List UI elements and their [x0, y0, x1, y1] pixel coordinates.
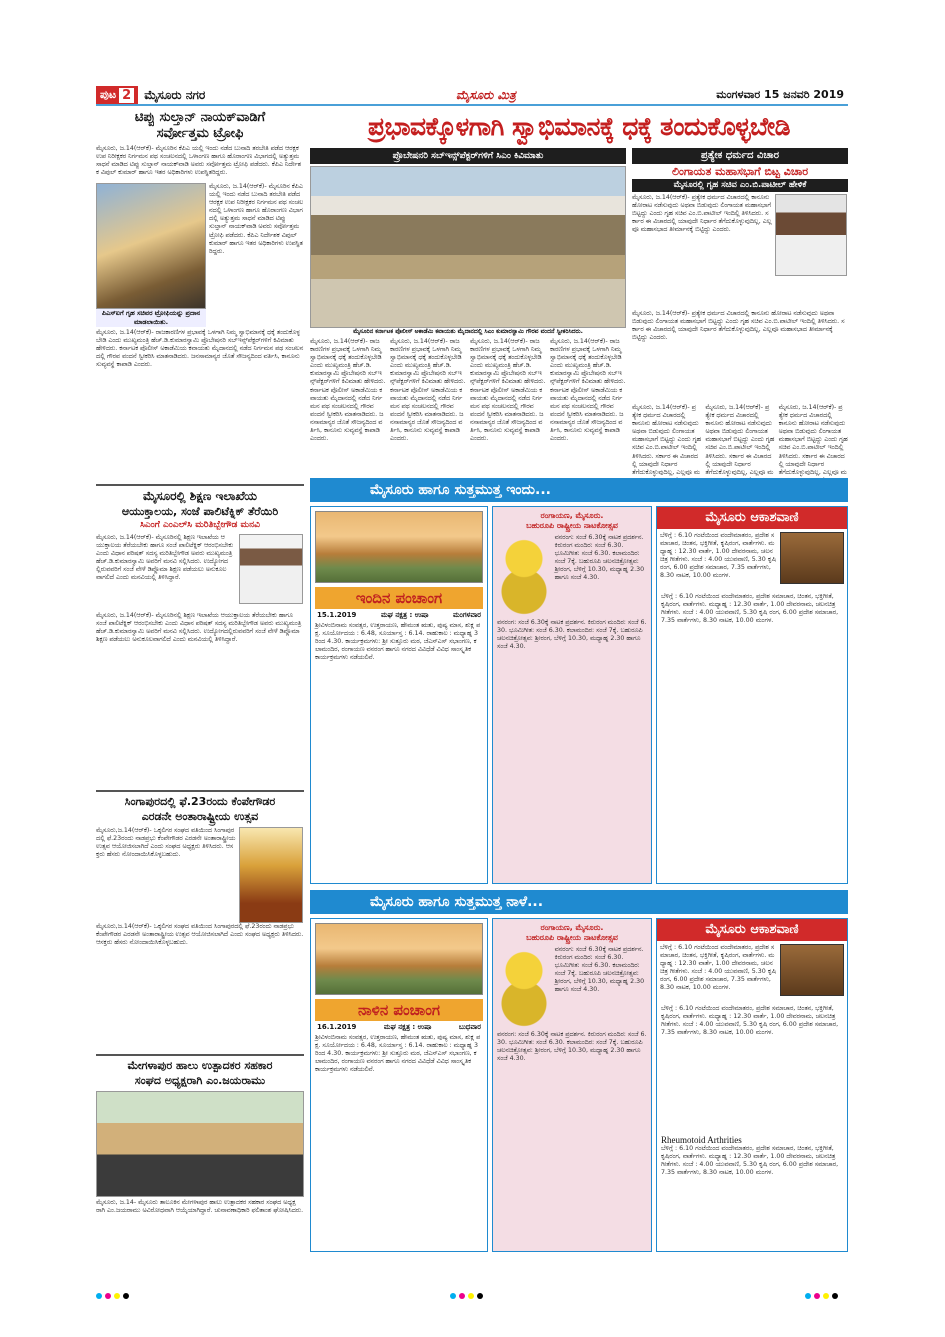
milk-headline-2: ಸಂಘದ ಅಧ್ಯಕ್ಷರಾಗಿ ಎಂ.ಜಯರಾಮು — [134, 1074, 266, 1087]
tomorrow-theatre-text: ವನರಂಗ: ಸಂಜೆ 6.30ಕ್ಕೆ ನಾಟಕ ಪ್ರದರ್ಶನ. ಕಿರುರಂಗ ಮಂದಿರ: ಸಂಜೆ 6.30. ಭೂಮಿಗೀತ: ಸಂಜೆ 6.30. ಕಲಾಮಂದಿರ: ಸಂಜೆ 7ಕ್ಕೆ. ಬಹುರೂಪಿ ಚಲನಚಿತ್ರೋತ್ಸವ: ಶ್ರೀರಂಗ, ಬೆಳಿಗ್ಗೆ 10.30, ಮಧ್ಯಾಹ್ನ 2.30 ಹಾಗೂ ಸಂಜೆ 4.30. — [554, 946, 645, 994]
lingayat-headline: ಲಿಂಗಾಯತ ಮಹಾಸಭಾಗೆ ಬಿಟ್ಟ ವಿಚಾರ — [671, 165, 809, 178]
lingayat-continued — [632, 404, 848, 476]
today-radio-box — [656, 506, 848, 884]
print-registration-marks-left — [96, 1293, 129, 1299]
education-headline: ಮೈಸೂರಲ್ಲಿ ಶಿಕ್ಷಣ ಇಲಾಖೆಯ — [142, 489, 258, 503]
lead-subhead: ಪ್ರೊಬೇಷನರಿ ಸಬ್‌ಇನ್ಸ್‌ಪೆಕ್ಟರ್‌ಗಳಿಗೆ ಸಿಎಂ ಕಿವಿಮಾತು — [310, 148, 626, 164]
milk-society-photo — [96, 1091, 304, 1197]
today-theatre-box — [492, 506, 652, 884]
lingayat-body-2: ಮೈಸೂರು, ಜ.14(ಆರ್‌ಕೆ)- ಪ್ರತ್ಯೇಕ ಧರ್ಮದ ವಿಚಾರದಲ್ಲಿ ಕಾನೂನು ಹೋರಾಟ ನಡೆಸುವುದು ಅಥವಾ ಬಿಡುವುದು ಲಿಂಗಾಯತ ಮಹಾಸಭಾಗೆ ಬಿಟ್ಟದ್ದು ಎಂದು ಗೃಹ ಸಚಿವ ಎಂ.ಬಿ.ಪಾಟೀಲ್ ಇಂದಿಲ್ಲಿ ತಿಳಿಸಿದರು. ಸರ್ಕಾರ ಈ ವಿಚಾರದಲ್ಲಿ ಯಾವುದೇ ನಿರ್ಧಾರ ತೆಗೆದುಕೊಳ್ಳುವುದಿಲ್ಲ, ಎಲ್ಲವೂ ಮಹಾಸಭಾದ ತೀರ್ಮಾನಕ್ಕೆ ಬಿಟ್ಟಿದ್ದು ಎಂದರು. — [632, 310, 845, 342]
mysore-palace-image-2 — [315, 923, 483, 995]
tippu-headline-2: ಸರ್ವೋತ್ತಮ ಟ್ರೋಫಿ — [156, 126, 244, 141]
tomorrow-panchanga-day: ಬುಧವಾರ — [458, 1023, 481, 1031]
tippu-body-2: ಮೈಸೂರು, ಜ.14(ಆರ್‌ಕೆ)- ಮೈಸೂರಿನ ಕೆಪಿಎ ಯಲ್ಲಿ ಇಂದು ನಡೆದ ಬುನಾದಿ ತರಬೇತಿ ಪಡೆದ ಆರಕ್ಷಕ ಉಪ ನಿರೀಕ್ಷಕರ ನಿರ್ಗಮನ ಪಥ ಸಂಚಲನದಲ್ಲಿ ಒಳಾಂಗಣ ಹಾಗೂ ಹೊರಾಂಗಣ ವಿಭಾಗದಲ್ಲಿ ಅತ್ಯುತ್ತಮ ಸಾಧನೆ ಮಾಡಿದ ಟಿಪ್ಪು ಸುಲ್ತಾನ್ ನಾಯಕ್‌ವಾಡಿ ಅವರು ಸರ್ವೋತ್ತಮ ಟ್ರೋಫಿ ಪಡೆದರು. ಕೆಪಿಎ ನಿರ್ದೇಶಕ ವಿಪುಲ್ ಕುಮಾರ್ ಹಾಗೂ ಇತರ ಅಧಿಕಾರಿಗಳು ಉಪಸ್ಥಿತರಿದ್ದರು. — [209, 183, 304, 255]
radio-set-image — [780, 532, 844, 584]
education-body-2: ಮೈಸೂರು, ಜ.14(ಆರ್‌ಕೆ)- ಮೈಸೂರಿನಲ್ಲಿ ಶಿಕ್ಷಣ ಇಲಾಖೆಯ ಆಯುಕ್ತಾಲಯ ತೆರೆಯಬೇಕು ಹಾಗೂ ಸಂಜೆ ಪಾಲಿಟೆಕ್ನಿಕ್ ಆರಂಭಿಸಬೇಕು ಎಂದು ವಿಧಾನ ಪರಿಷತ್ ಸದಸ್ಯ ಮರಿತಿಬ್ಬೇಗೌಡ ಅವರು ಮುಖ್ಯಮಂತ್ರಿ ಹೆಚ್.ಡಿ.ಕುಮಾರಸ್ವಾಮಿ ಅವರಿಗೆ ಮನವಿ ಸಲ್ಲಿಸಿದರು. ಉದ್ಯೋಗದಲ್ಲಿರುವವರಿಗೆ ಸಂಜೆ ವೇಳೆ ಡಿಪ್ಲೊಮಾ ಶಿಕ್ಷಣ ಪಡೆಯಲು ಅನುಕೂಲವಾಗಲಿದೆ ಎಂದು ಮನವಿಯಲ್ಲಿ ತಿಳಿಸಿದ್ದಾರೆ. — [96, 612, 302, 644]
mlc-portrait — [239, 534, 303, 604]
tomorrow-radio-text-3: ಬೆಳಿಗ್ಗೆ : 6.10 ಗಂಟೆಯಿಂದ ವಂದೇಮಾತರಂ, ಪ್ರದೇಶ ಸಮಾಚಾರ, ಚಿಂತನ, ಭಕ್ತಿಗೀತೆ, ಕೃಷಿರಂಗ, ವಾರ್ತೆಗಳು. ಮಧ್ಯಾಹ್ನ : 12.30 ವಾರ್ತೆ, 1.00 ದೇವರನಾಮ, ಚಲನಚಿತ್ರ ಗೀತೆಗಳು. ಸಂಜೆ : 4.00 ಯುವವಾಣಿ, 5.30 ಕೃಷಿ ರಂಗ, 6.00 ಪ್ರದೇಶ ಸಮಾಚಾರ, 7.35 ವಾರ್ತೆಗಳು, 8.30 ನಾಟಕ, 10.00 ಮಂಗಳ. — [661, 1145, 839, 1177]
paper-name: ಮೈಸೂರು ಮಿತ್ರ — [456, 87, 516, 102]
lingayat-kicker: ಪ್ರತ್ಯೇಕ ಧರ್ಮದ ವಿಚಾರ — [632, 148, 848, 164]
tomorrow-panchanga-text: ಶ್ರೀವಿಳಂಬಿನಾಮ ಸಂವತ್ಸರ, ಉತ್ತರಾಯಣ, ಹೇಮಂತ ಋತು, ಪುಷ್ಯ ಮಾಸ, ಶುಕ್ಲ ಪಕ್ಷ. ಸೂರ್ಯೋದಯ : 6.48, ಸೂರ್ಯಾಸ್ತ : 6.14. ರಾಹುಕಾಲ : ಮಧ್ಯಾಹ್ನ 3 ರಿಂದ 4.30. ಕಾರ್ಯಕ್ರಮಗಳು: ಶ್ರೀ ಸುತ್ತೂರು ಮಠ, ಜೆಎಸ್‌ಎಸ್ ಸಭಾಂಗಣ, ಕಲಾಮಂದಿರ, ರಂಗಾಯಣ ವನರಂಗ ಹಾಗೂ ನಗರದ ವಿವಿಧೆಡೆ ವಿವಿಧ ಸಾಂಸ್ಕೃತಿಕ ಕಾರ್ಯಕ್ರಮಗಳು ನಡೆಯಲಿವೆ. — [315, 1034, 481, 1074]
today-radio-text-2: ಬೆಳಿಗ್ಗೆ : 6.10 ಗಂಟೆಯಿಂದ ವಂದೇಮಾತರಂ, ಪ್ರದೇಶ ಸಮಾಚಾರ, ಚಿಂತನ, ಭಕ್ತಿಗೀತೆ, ಕೃಷಿರಂಗ, ವಾರ್ತೆಗಳು. ಮಧ್ಯಾಹ್ನ : 12.30 ವಾರ್ತೆ, 1.00 ದೇವರನಾಮ, ಚಲನಚಿತ್ರ ಗೀತೆಗಳು. ಸಂಜೆ : 4.00 ಯುವವಾಣಿ, 5.30 ಕೃಷಿ ರಂಗ, 6.00 ಪ್ರದೇಶ ಸಮಾಚಾರ, 7.35 ವಾರ್ತೆಗಳು, 8.30 ನಾಟಕ, 10.00 ಮಂಗಳ. — [661, 593, 839, 625]
lingayat-story — [632, 148, 848, 382]
lead-parade-photo — [310, 166, 626, 328]
tomorrow-nakshatra: ಮಘ ನಕ್ಷತ್ರ : ಉಷಾ — [383, 1023, 432, 1031]
tomorrow-radio-text-2: ಬೆಳಿಗ್ಗೆ : 6.10 ಗಂಟೆಯಿಂದ ವಂದೇಮಾತರಂ, ಪ್ರದೇಶ ಸಮಾಚಾರ, ಚಿಂತನ, ಭಕ್ತಿಗೀತೆ, ಕೃಷಿರಂಗ, ವಾರ್ತೆಗಳು. ಮಧ್ಯಾಹ್ನ : 12.30 ವಾರ್ತೆ, 1.00 ದೇವರನಾಮ, ಚಲನಚಿತ್ರ ಗೀತೆಗಳು. ಸಂಜೆ : 4.00 ಯುವವಾಣಿ, 5.30 ಕೃಷಿ ರಂಗ, 6.00 ಪ್ರದೇಶ ಸಮಾಚಾರ, 7.35 ವಾರ್ತೆಗಳು, 8.30 ನಾಟಕ, 10.00 ಮಂಗಳ. — [661, 1005, 839, 1037]
kempegowda-body: ಮೈಸೂರು,ಜ.14(ಆರ್‌ಕೆ)- ಒಕ್ಕಲಿಗರ ಸಂಘದ ವತಿಯಿಂದ ಸಿಂಗಾಪುರದಲ್ಲಿ ಫೆ.23ರಂದು ನಾಡಪ್ರಭು ಕೆಂಪೇಗೌಡರ ಎರಡನೇ ಅಂತಾರಾಷ್ಟ್ರೀಯ ಉತ್ಸವ ಆಯೋಜಿಸಲಾಗಿದೆ ಎಂದು ಸಂಘದ ಅಧ್ಯಕ್ಷರು ತಿಳಿಸಿದರು. ಆಸಕ್ತರು ಹೆಸರು ನೋಂದಾಯಿಸಿಕೊಳ್ಳಬಹುದು. — [96, 827, 236, 859]
issue-date: ಮಂಗಳವಾರ 15 ಜನವರಿ 2019 — [716, 88, 844, 101]
print-registration-marks-right — [805, 1293, 838, 1299]
lead-body-col2: ಮೈಸೂರು, ಜ.14(ಆರ್‌ಕೆ)- ರಾಜಕಾರಣಿಗಳ ಪ್ರಭಾವಕ್ಕೆ ಒಳಗಾಗಿ ನಿಮ್ಮ ಸ್ವಾಭಿಮಾನಕ್ಕೆ ಧಕ್ಕೆ ತಂದುಕೊಳ್ಳಬೇಡಿ ಎಂದು ಮುಖ್ಯಮಂತ್ರಿ ಹೆಚ್.ಡಿ.ಕುಮಾರಸ್ವಾಮಿ ಪ್ರೊಬೇಷನರಿ ಸಬ್‌ಇನ್ಸ್‌ಪೆಕ್ಟರ್‌ಗಳಿಗೆ ಕಿವಿಮಾತು ಹೇಳಿದರು. ಕರ್ನಾಟಕ ಪೊಲೀಸ್ ಅಕಾಡೆಮಿಯ ಕವಾಯತು ಮೈದಾನದಲ್ಲಿ ನಡೆದ ನಿರ್ಗಮನ ಪಥ ಸಂಚಲನದಲ್ಲಿ ಗೌರವ ವಂದನೆ ಸ್ವೀಕರಿಸಿ ಮಾತನಾಡಿದರು. ಜನಸಾಮಾನ್ಯರ ಜೊತೆ ಸೌಜನ್ಯದಿಂದ ವರ್ತಿಸಿ, ಕಾನೂನು ಸುವ್ಯವಸ್ಥೆ ಕಾಪಾಡಿ ಎಂದರು. — [390, 338, 466, 443]
radio-note-english: Rheumotoid Arthrities — [661, 1135, 742, 1145]
tippu-caption: ಪಿಎಸ್‌ಐಗೆ ಗೃಹ ಸಚಿವರ ಟ್ರೋಫಿಯನ್ನು ಪ್ರದಾನ ಮಾಡಲಾಯಿತು. — [96, 309, 206, 327]
minister-portrait — [775, 194, 847, 276]
education-body: ಮೈಸೂರು, ಜ.14(ಆರ್‌ಕೆ)- ಮೈಸೂರಿನಲ್ಲಿ ಶಿಕ್ಷಣ ಇಲಾಖೆಯ ಆಯುಕ್ತಾಲಯ ತೆರೆಯಬೇಕು ಹಾಗೂ ಸಂಜೆ ಪಾಲಿಟೆಕ್ನಿಕ್ ಆರಂಭಿಸಬೇಕು ಎಂದು ವಿಧಾನ ಪರಿಷತ್ ಸದಸ್ಯ ಮರಿತಿಬ್ಬೇಗೌಡ ಅವರು ಮುಖ್ಯಮಂತ್ರಿ ಹೆಚ್.ಡಿ.ಕುಮಾರಸ್ವಾಮಿ ಅವರಿಗೆ ಮನವಿ ಸಲ್ಲಿಸಿದರು. ಉದ್ಯೋಗದಲ್ಲಿರುವವರಿಗೆ ಸಂಜೆ ವೇಳೆ ಡಿಪ್ಲೊಮಾ ಶಿಕ್ಷಣ ಪಡೆಯಲು ಅನುಕೂಲವಾಗಲಿದೆ ಎಂದು ಮನವಿಯಲ್ಲಿ ತಿಳಿಸಿದ್ದಾರೆ. — [96, 534, 234, 582]
lead-body-col1: ಮೈಸೂರು, ಜ.14(ಆರ್‌ಕೆ)- ರಾಜಕಾರಣಿಗಳ ಪ್ರಭಾವಕ್ಕೆ ಒಳಗಾಗಿ ನಿಮ್ಮ ಸ್ವಾಭಿಮಾನಕ್ಕೆ ಧಕ್ಕೆ ತಂದುಕೊಳ್ಳಬೇಡಿ ಎಂದು ಮುಖ್ಯಮಂತ್ರಿ ಹೆಚ್.ಡಿ.ಕುಮಾರಸ್ವಾಮಿ ಪ್ರೊಬೇಷನರಿ ಸಬ್‌ಇನ್ಸ್‌ಪೆಕ್ಟರ್‌ಗಳಿಗೆ ಕಿವಿಮಾತು ಹೇಳಿದರು. ಕರ್ನಾಟಕ ಪೊಲೀಸ್ ಅಕಾಡೆಮಿಯ ಕವಾಯತು ಮೈದಾನದಲ್ಲಿ ನಡೆದ ನಿರ್ಗಮನ ಪಥ ಸಂಚಲನದಲ್ಲಿ ಗೌರವ ವಂದನೆ ಸ್ವೀಕರಿಸಿ ಮಾತನಾಡಿದರು. ಜನಸಾಮಾನ್ಯರ ಜೊತೆ ಸೌಜನ್ಯದಿಂದ ವರ್ತಿಸಿ, ಕಾನೂನು ಸುವ್ಯವಸ್ಥೆ ಕಾಪಾಡಿ ಎಂದರು. — [310, 338, 386, 443]
today-panchanga-day: ಮಂಗಳವಾರ — [452, 611, 481, 619]
today-banner: ಮೈಸೂರು ಹಾಗೂ ಸುತ್ತಮುತ್ತ ಇಂದು... — [310, 478, 848, 502]
kempegowda-headline: ಸಿಂಗಾಪುರದಲ್ಲಿ ಫೆ.23ರಂದು ಕೆಂಪೇಗೌಡರ — [124, 795, 276, 808]
lingayat-subhead: ಮೈಸೂರಲ್ಲಿ ಗೃಹ ಸಚಿವ ಎಂ.ಬಿ.ಪಾಟೀಲ್ ಹೇಳಿಕೆ — [632, 179, 848, 192]
tomorrow-theatre-title: ರಂಗಾಯಣ, ಮೈಸೂರು. — [540, 923, 604, 932]
lingayat-col3: ಮೈಸೂರು, ಜ.14(ಆರ್‌ಕೆ)- ಪ್ರತ್ಯೇಕ ಧರ್ಮದ ವಿಚಾರದಲ್ಲಿ ಕಾನೂನು ಹೋರಾಟ ನಡೆಸುವುದು ಅಥವಾ ಬಿಡುವುದು ಲಿಂಗಾಯತ ಮಹಾಸಭಾಗೆ ಬಿಟ್ಟದ್ದು ಎಂದು ಗೃಹ ಸಚಿವ ಎಂ.ಬಿ.ಪಾಟೀಲ್ ಇಂದಿಲ್ಲಿ ತಿಳಿಸಿದರು. ಸರ್ಕಾರ ಈ ವಿಚಾರದಲ್ಲಿ ಯಾವುದೇ ನಿರ್ಧಾರ ತೆಗೆದುಕೊಳ್ಳುವುದಿಲ್ಲ, ಎಲ್ಲವೂ ಮ — [778, 404, 848, 476]
tomorrow-banner: ಮೈಸೂರು ಹಾಗೂ ಸುತ್ತಮುತ್ತ ನಾಳೆ... — [310, 890, 848, 914]
kempegowda-headline-2: ಎರಡನೇ ಅಂತಾರಾಷ್ಟ್ರೀಯ ಉತ್ಸವ — [141, 810, 259, 823]
today-radio-title: ಮೈಸೂರು ಆಕಾಶವಾಣಿ — [657, 507, 847, 529]
tomorrow-panchanga-date: 16.1.2019 — [317, 1023, 357, 1031]
lead-headline: ಪ್ರಭಾವಕ್ಕೊಳಗಾಗಿ ಸ್ವಾಭಿಮಾನಕ್ಕೆ ಧಕ್ಕೆ ತಂದುಕೊಳ್ಳಬೇಡಿ — [368, 112, 790, 141]
tomorrow-panchanga-title: ನಾಳಿನ ಪಂಚಾಂಗ — [315, 999, 483, 1021]
newspaper-page — [96, 86, 848, 1256]
education-story — [96, 484, 304, 788]
tippu-story — [96, 110, 304, 459]
tippu-body-3: ಮೈಸೂರು, ಜ.14(ಆರ್‌ಕೆ)- ರಾಜಕಾರಣಿಗಳ ಪ್ರಭಾವಕ್ಕೆ ಒಳಗಾಗಿ ನಿಮ್ಮ ಸ್ವಾಭಿಮಾನಕ್ಕೆ ಧಕ್ಕೆ ತಂದುಕೊಳ್ಳಬೇಡಿ ಎಂದು ಮುಖ್ಯಮಂತ್ರಿ ಹೆಚ್.ಡಿ.ಕುಮಾರಸ್ವಾಮಿ ಪ್ರೊಬೇಷನರಿ ಸಬ್‌ಇನ್ಸ್‌ಪೆಕ್ಟರ್‌ಗಳಿಗೆ ಕಿವಿಮಾತು ಹೇಳಿದರು. ಕರ್ನಾಟಕ ಪೊಲೀಸ್ ಅಕಾಡೆಮಿಯ ಕವಾಯತು ಮೈದಾನದಲ್ಲಿ ನಡೆದ ನಿರ್ಗಮನ ಪಥ ಸಂಚಲನದಲ್ಲಿ ಗೌರವ ವಂದನೆ ಸ್ವೀಕರಿಸಿ ಮಾತನಾಡಿದರು. ಜನಸಾಮಾನ್ಯರ ಜೊತೆ ಸೌಜನ್ಯದಿಂದ ವರ್ತಿಸಿ, ಕಾನೂನು ಸುವ್ಯವಸ್ಥೆ ಕಾಪಾಡಿ ಎಂದರು. — [96, 329, 304, 369]
today-theatre-title: ರಂಗಾಯಣ, ಮೈಸೂರು. — [540, 511, 604, 520]
section-title: ಮೈಸೂರು ನಗರ — [144, 87, 206, 102]
tomorrow-theatre-text-2: ವನರಂಗ: ಸಂಜೆ 6.30ಕ್ಕೆ ನಾಟಕ ಪ್ರದರ್ಶನ. ಕಿರುರಂಗ ಮಂದಿರ: ಸಂಜೆ 6.30. ಭೂಮಿಗೀತ: ಸಂಜೆ 6.30. ಕಲಾಮಂದಿರ: ಸಂಜೆ 7ಕ್ಕೆ. ಬಹುರೂಪಿ ಚಲನಚಿತ್ರೋತ್ಸವ: ಶ್ರೀರಂಗ, ಬೆಳಿಗ್ಗೆ 10.30, ಮಧ್ಯಾಹ್ನ 2.30 ಹಾಗೂ ಸಂಜೆ 4.30. — [497, 1031, 647, 1063]
tomorrow-radio-box — [656, 918, 848, 1252]
lead-caption: ಮೈಸೂರಿನ ಕರ್ನಾಟಕ ಪೊಲೀಸ್ ಅಕಾಡೆಮಿ ಕವಾಯತು ಮೈದಾನದಲ್ಲಿ ಸಿಎಂ ಕುಮಾರಸ್ವಾಮಿ ಗೌರವ ವಂದನೆ ಸ್ವೀಕರಿಸಿದರು. — [310, 328, 626, 336]
kempegowda-statue-image — [239, 827, 303, 923]
page-header — [96, 86, 848, 106]
tippu-body: ಮೈಸೂರು, ಜ.14(ಆರ್‌ಕೆ)- ಮೈಸೂರಿನ ಕೆಪಿಎ ಯಲ್ಲಿ ಇಂದು ನಡೆದ ಬುನಾದಿ ತರಬೇತಿ ಪಡೆದ ಆರಕ್ಷಕ ಉಪ ನಿರೀಕ್ಷಕರ ನಿರ್ಗಮನ ಪಥ ಸಂಚಲನದಲ್ಲಿ ಒಳಾಂಗಣ ಹಾಗೂ ಹೊರಾಂಗಣ ವಿಭಾಗದಲ್ಲಿ ಅತ್ಯುತ್ತಮ ಸಾಧನೆ ಮಾಡಿದ ಟಿಪ್ಪು ಸುಲ್ತಾನ್ ನಾಯಕ್‌ವಾಡಿ ಅವರು ಸರ್ವೋತ್ತಮ ಟ್ರೋಫಿ ಪಡೆದರು. ಕೆಪಿಎ ನಿರ್ದೇಶಕ ವಿಪುಲ್ ಕುಮಾರ್ ಹಾಗೂ ಇತರ ಅಧಿಕಾರಿಗಳು ಉಪಸ್ಥಿತರಿದ್ದರು. — [96, 145, 302, 177]
lingayat-col1: ಮೈಸೂರು, ಜ.14(ಆರ್‌ಕೆ)- ಪ್ರತ್ಯೇಕ ಧರ್ಮದ ವಿಚಾರದಲ್ಲಿ ಕಾನೂನು ಹೋರಾಟ ನಡೆಸುವುದು ಅಥವಾ ಬಿಡುವುದು ಲಿಂಗಾಯತ ಮಹಾಸಭಾಗೆ ಬಿಟ್ಟದ್ದು ಎಂದು ಗೃಹ ಸಚಿವ ಎಂ.ಬಿ.ಪಾಟೀಲ್ ಇಂದಿಲ್ಲಿ ತಿಳಿಸಿದರು. ಸರ್ಕಾರ ಈ ವಿಚಾರದಲ್ಲಿ ಯಾವುದೇ ನಿರ್ಧಾರ ತೆಗೆದುಕೊಳ್ಳುವುದಿಲ್ಲ, ಎಲ್ಲವೂ ಮ — [632, 404, 701, 476]
tomorrow-radio-title: ಮೈಸೂರು ಆಕಾಶವಾಣಿ — [657, 919, 847, 941]
tomorrow-theatre-box — [492, 918, 652, 1252]
lingayat-body: ಮೈಸೂರು, ಜ.14(ಆರ್‌ಕೆ)- ಪ್ರತ್ಯೇಕ ಧರ್ಮದ ವಿಚಾರದಲ್ಲಿ ಕಾನೂನು ಹೋರಾಟ ನಡೆಸುವುದು ಅಥವಾ ಬಿಡುವುದು ಲಿಂಗಾಯತ ಮಹಾಸಭಾಗೆ ಬಿಟ್ಟದ್ದು ಎಂದು ಗೃಹ ಸಚಿವ ಎಂ.ಬಿ.ಪಾಟೀಲ್ ಇಂದಿಲ್ಲಿ ತಿಳಿಸಿದರು. ಸರ್ಕಾರ ಈ ವಿಚಾರದಲ್ಲಿ ಯಾವುದೇ ನಿರ್ಧಾರ ತೆಗೆದುಕೊಳ್ಳುವುದಿಲ್ಲ, ಎಲ್ಲವೂ ಮಹಾಸಭಾದ ತೀರ್ಮಾನಕ್ಕೆ ಬಿಟ್ಟಿದ್ದು ಎಂದರು. — [632, 194, 772, 234]
today-radio-text: ಬೆಳಿಗ್ಗೆ : 6.10 ಗಂಟೆಯಿಂದ ವಂದೇಮಾತರಂ, ಪ್ರದೇಶ ಸಮಾಚಾರ, ಚಿಂತನ, ಭಕ್ತಿಗೀತೆ, ಕೃಷಿರಂಗ, ವಾರ್ತೆಗಳು. ಮಧ್ಯಾಹ್ನ : 12.30 ವಾರ್ತೆ, 1.00 ದೇವರನಾಮ, ಚಲನಚಿತ್ರ ಗೀತೆಗಳು. ಸಂಜೆ : 4.00 ಯುವವಾಣಿ, 5.30 ಕೃಷಿ ರಂಗ, 6.00 ಪ್ರದೇಶ ಸಮಾಚಾರ, 7.35 ವಾರ್ತೆಗಳು, 8.30 ನಾಟಕ, 10.00 ಮಂಗಳ. — [660, 532, 777, 580]
tippu-photo — [96, 183, 206, 309]
radio-set-image-2 — [780, 944, 844, 996]
milk-body: ಮೈಸೂರು, ಜ.14- ಮೈಸೂರು ತಾಲೂಕಿನ ಮೇಗಳಾಪುರ ಹಾಲು ಉತ್ಪಾದಕರ ಸಹಕಾರ ಸಂಘದ ಅಧ್ಯಕ್ಷರಾಗಿ ಎಂ.ಜಯರಾಮು ಅವಿರೋಧವಾಗಿ ಆಯ್ಕೆಯಾಗಿದ್ದಾರೆ. ಚುನಾವಣಾಧಿಕಾರಿ ಫಲಿತಾಂಶ ಘೋಷಿಸಿದರು. — [96, 1199, 304, 1215]
yakshagana-dancer-image-2 — [496, 946, 552, 1028]
today-theatre-subtitle: ಬಹುರೂಪಿ ರಾಷ್ಟ್ರೀಯ ನಾಟಕೋತ್ಸವ — [526, 521, 618, 530]
kempegowda-body-2: ಮೈಸೂರು,ಜ.14(ಆರ್‌ಕೆ)- ಒಕ್ಕಲಿಗರ ಸಂಘದ ವತಿಯಿಂದ ಸಿಂಗಾಪುರದಲ್ಲಿ ಫೆ.23ರಂದು ನಾಡಪ್ರಭು ಕೆಂಪೇಗೌಡರ ಎರಡನೇ ಅಂತಾರಾಷ್ಟ್ರೀಯ ಉತ್ಸವ ಆಯೋಜಿಸಲಾಗಿದೆ ಎಂದು ಸಂಘದ ಅಧ್ಯಕ್ಷರು ತಿಳಿಸಿದರು. ಆಸಕ್ತರು ಹೆಸರು ನೋಂದಾಯಿಸಿಕೊಳ್ಳಬಹುದು. — [96, 923, 304, 947]
today-nakshatra: ಮಘ ನಕ್ಷತ್ರ : ಉಷಾ — [380, 611, 429, 619]
page-number: 2 — [119, 88, 134, 103]
kempegowda-story — [96, 790, 304, 1039]
today-panchanga-text: ಶ್ರೀವಿಳಂಬಿನಾಮ ಸಂವತ್ಸರ, ಉತ್ತರಾಯಣ, ಹೇಮಂತ ಋತು, ಪುಷ್ಯ ಮಾಸ, ಶುಕ್ಲ ಪಕ್ಷ. ಸೂರ್ಯೋದಯ : 6.48, ಸೂರ್ಯಾಸ್ತ : 6.14. ರಾಹುಕಾಲ : ಮಧ್ಯಾಹ್ನ 3 ರಿಂದ 4.30. ಕಾರ್ಯಕ್ರಮಗಳು: ಶ್ರೀ ಸುತ್ತೂರು ಮಠ, ಜೆಎಸ್‌ಎಸ್ ಸಭಾಂಗಣ, ಕಲಾಮಂದಿರ, ರಂಗಾಯಣ ವನರಂಗ ಹಾಗೂ ನಗರದ ವಿವಿಧೆಡೆ ವಿವಿಧ ಸಾಂಸ್ಕೃತಿಕ ಕಾರ್ಯಕ್ರಮಗಳು ನಡೆಯಲಿವೆ. — [315, 622, 481, 662]
lingayat-col2: ಮೈಸೂರು, ಜ.14(ಆರ್‌ಕೆ)- ಪ್ರತ್ಯೇಕ ಧರ್ಮದ ವಿಚಾರದಲ್ಲಿ ಕಾನೂನು ಹೋರಾಟ ನಡೆಸುವುದು ಅಥವಾ ಬಿಡುವುದು ಲಿಂಗಾಯತ ಮಹಾಸಭಾಗೆ ಬಿಟ್ಟದ್ದು ಎಂದು ಗೃಹ ಸಚಿವ ಎಂ.ಬಿ.ಪಾಟೀಲ್ ಇಂದಿಲ್ಲಿ ತಿಳಿಸಿದರು. ಸರ್ಕಾರ ಈ ವಿಚಾರದಲ್ಲಿ ಯಾವುದೇ ನಿರ್ಧಾರ ತೆಗೆದುಕೊಳ್ಳುವುದಿಲ್ಲ, ಎಲ್ಲವೂ ಮ — [705, 404, 775, 476]
lead-body-col4: ಮೈಸೂರು, ಜ.14(ಆರ್‌ಕೆ)- ರಾಜಕಾರಣಿಗಳ ಪ್ರಭಾವಕ್ಕೆ ಒಳಗಾಗಿ ನಿಮ್ಮ ಸ್ವಾಭಿಮಾನಕ್ಕೆ ಧಕ್ಕೆ ತಂದುಕೊಳ್ಳಬೇಡಿ ಎಂದು ಮುಖ್ಯಮಂತ್ರಿ ಹೆಚ್.ಡಿ.ಕುಮಾರಸ್ವಾಮಿ ಪ್ರೊಬೇಷನರಿ ಸಬ್‌ಇನ್ಸ್‌ಪೆಕ್ಟರ್‌ಗಳಿಗೆ ಕಿವಿಮಾತು ಹೇಳಿದರು. ಕರ್ನಾಟಕ ಪೊಲೀಸ್ ಅಕಾಡೆಮಿಯ ಕವಾಯತು ಮೈದಾನದಲ್ಲಿ ನಡೆದ ನಿರ್ಗಮನ ಪಥ ಸಂಚಲನದಲ್ಲಿ ಗೌರವ ವಂದನೆ ಸ್ವೀಕರಿಸಿ ಮಾತನಾಡಿದರು. ಜನಸಾಮಾನ್ಯರ ಜೊತೆ ಸೌಜನ್ಯದಿಂದ ವರ್ತಿಸಿ, ಕಾನೂನು ಸುವ್ಯವಸ್ಥೆ ಕಾಪಾಡಿ ಎಂದರು. — [550, 338, 626, 443]
today-theatre-text: ವನರಂಗ: ಸಂಜೆ 6.30ಕ್ಕೆ ನಾಟಕ ಪ್ರದರ್ಶನ. ಕಿರುರಂಗ ಮಂದಿರ: ಸಂಜೆ 6.30. ಭೂಮಿಗೀತ: ಸಂಜೆ 6.30. ಕಲಾಮಂದಿರ: ಸಂಜೆ 7ಕ್ಕೆ. ಬಹುರೂಪಿ ಚಲನಚಿತ್ರೋತ್ಸವ: ಶ್ರೀರಂಗ, ಬೆಳಿಗ್ಗೆ 10.30, ಮಧ್ಯಾಹ್ನ 2.30 ಹಾಗೂ ಸಂಜೆ 4.30. — [554, 534, 645, 582]
page-label: ಪುಟ — [100, 88, 117, 101]
today-panchanga-box — [310, 506, 488, 884]
milk-story — [96, 1054, 304, 1239]
tippu-headline: ಟಿಪ್ಪು ಸುಲ್ತಾನ್ ನಾಯಕ್‌ವಾಡಿಗೆ — [134, 110, 266, 125]
print-registration-marks-center — [450, 1293, 483, 1299]
tomorrow-theatre-subtitle: ಬಹುರೂಪಿ ರಾಷ್ಟ್ರೀಯ ನಾಟಕೋತ್ಸವ — [526, 933, 618, 942]
tomorrow-radio-text: ಬೆಳಿಗ್ಗೆ : 6.10 ಗಂಟೆಯಿಂದ ವಂದೇಮಾತರಂ, ಪ್ರದೇಶ ಸಮಾಚಾರ, ಚಿಂತನ, ಭಕ್ತಿಗೀತೆ, ಕೃಷಿರಂಗ, ವಾರ್ತೆಗಳು. ಮಧ್ಯಾಹ್ನ : 12.30 ವಾರ್ತೆ, 1.00 ದೇವರನಾಮ, ಚಲನಚಿತ್ರ ಗೀತೆಗಳು. ಸಂಜೆ : 4.00 ಯುವವಾಣಿ, 5.30 ಕೃಷಿ ರಂಗ, 6.00 ಪ್ರದೇಶ ಸಮಾಚಾರ, 7.35 ವಾರ್ತೆಗಳು, 8.30 ನಾಟಕ, 10.00 ಮಂಗಳ. — [660, 944, 777, 992]
today-theatre-text-2: ವನರಂಗ: ಸಂಜೆ 6.30ಕ್ಕೆ ನಾಟಕ ಪ್ರದರ್ಶನ. ಕಿರುರಂಗ ಮಂದಿರ: ಸಂಜೆ 6.30. ಭೂಮಿಗೀತ: ಸಂಜೆ 6.30. ಕಲಾಮಂದಿರ: ಸಂಜೆ 7ಕ್ಕೆ. ಬಹುರೂಪಿ ಚಲನಚಿತ್ರೋತ್ಸವ: ಶ್ರೀರಂಗ, ಬೆಳಿಗ್ಗೆ 10.30, ಮಧ್ಯಾಹ್ನ 2.30 ಹಾಗೂ ಸಂಜೆ 4.30. — [497, 619, 647, 651]
education-headline-2: ಆಯುಕ್ತಾಲಯ, ಸಂಜೆ ಪಾಲಿಟೆಕ್ನಿಕ್ ತೆರೆಯಿರಿ — [121, 505, 279, 518]
yakshagana-dancer-image — [496, 534, 552, 616]
today-panchanga-date: 15.1.2019 — [317, 611, 357, 619]
page-number-badge — [96, 86, 138, 104]
today-panchanga-title: ಇಂದಿನ ಪಂಚಾಂಗ — [315, 587, 483, 609]
lead-story — [310, 148, 626, 484]
mysore-palace-image — [315, 511, 483, 583]
tomorrow-panchanga-box — [310, 918, 488, 1252]
milk-headline: ಮೇಗಳಾಪುರ ಹಾಲು ಉತ್ಪಾದಕರ ಸಹಕಾರ — [127, 1059, 273, 1072]
education-subhead: ಸಿಎಂಗೆ ಎಂಎಲ್‌ಸಿ ಮರಿತಿಬ್ಬೇಗೌಡ ಮನವಿ — [140, 520, 260, 530]
lead-body-col3: ಮೈಸೂರು, ಜ.14(ಆರ್‌ಕೆ)- ರಾಜಕಾರಣಿಗಳ ಪ್ರಭಾವಕ್ಕೆ ಒಳಗಾಗಿ ನಿಮ್ಮ ಸ್ವಾಭಿಮಾನಕ್ಕೆ ಧಕ್ಕೆ ತಂದುಕೊಳ್ಳಬೇಡಿ ಎಂದು ಮುಖ್ಯಮಂತ್ರಿ ಹೆಚ್.ಡಿ.ಕುಮಾರಸ್ವಾಮಿ ಪ್ರೊಬೇಷನರಿ ಸಬ್‌ಇನ್ಸ್‌ಪೆಕ್ಟರ್‌ಗಳಿಗೆ ಕಿವಿಮಾತು ಹೇಳಿದರು. ಕರ್ನಾಟಕ ಪೊಲೀಸ್ ಅಕಾಡೆಮಿಯ ಕವಾಯತು ಮೈದಾನದಲ್ಲಿ ನಡೆದ ನಿರ್ಗಮನ ಪಥ ಸಂಚಲನದಲ್ಲಿ ಗೌರವ ವಂದನೆ ಸ್ವೀಕರಿಸಿ ಮಾತನಾಡಿದರು. ಜನಸಾಮಾನ್ಯರ ಜೊತೆ ಸೌಜನ್ಯದಿಂದ ವರ್ತಿಸಿ, ಕಾನೂನು ಸುವ್ಯವಸ್ಥೆ ಕಾಪಾಡಿ ಎಂದರು. — [470, 338, 546, 443]
